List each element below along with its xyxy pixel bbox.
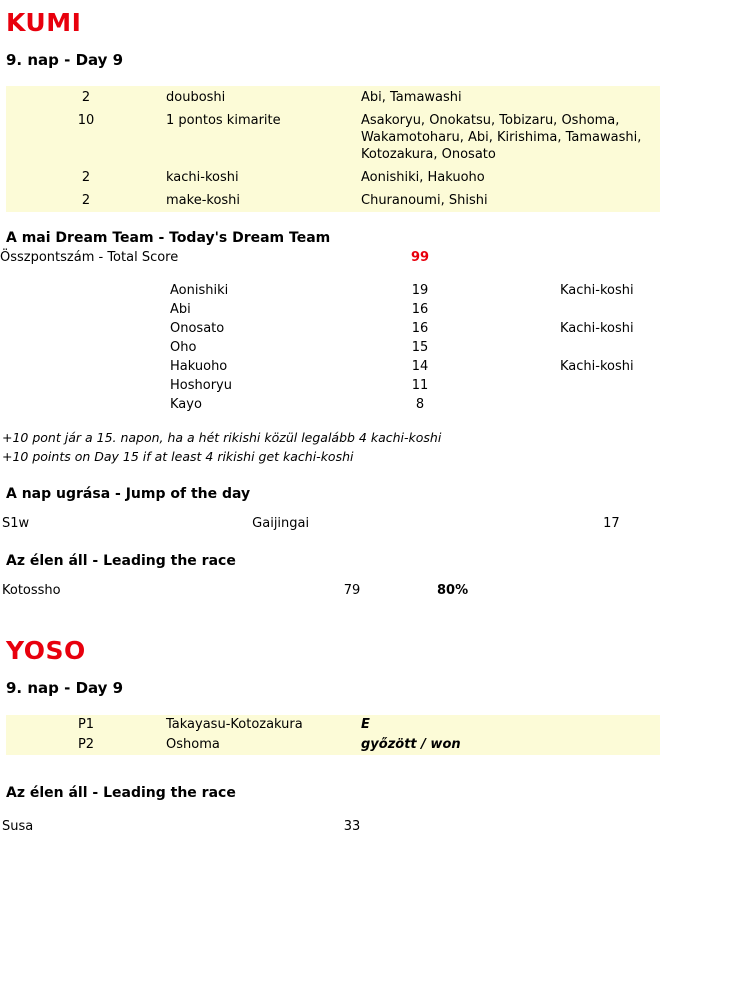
summary-names: Asakoryu, Onokatsu, Tobizaru, Oshoma, Wakamotoharu, Abi, Kirishima, Tamawashi, Kotozakura, Onosato xyxy=(361,113,642,162)
table-row xyxy=(0,376,736,395)
summary-count: 10 xyxy=(77,113,95,128)
summary-names: Abi, Tamawashi xyxy=(361,90,462,105)
jump-score: 17 xyxy=(603,516,620,531)
table-row xyxy=(0,395,736,414)
member-flag xyxy=(500,338,736,357)
jump-rank: S1w xyxy=(2,516,30,531)
summary-kind: kachi-koshi xyxy=(166,170,239,185)
member-flag xyxy=(500,376,736,395)
member-score: 16 xyxy=(411,302,429,317)
member-name: Kayo xyxy=(170,397,202,412)
yoso-leader-name: Susa xyxy=(2,819,34,834)
kumi-day-title: 9. nap - Day 9 xyxy=(6,51,124,69)
member-score: 11 xyxy=(411,378,429,393)
leader-percent: 80% xyxy=(437,583,469,598)
table-row xyxy=(0,357,736,376)
yoso-leader-score: 33 xyxy=(343,819,361,834)
bonus-note-en: +10 points on Day 15 if at least 4 rikishi get kachi-koshi xyxy=(2,449,354,464)
table-row xyxy=(6,166,660,189)
member-score: 8 xyxy=(415,397,425,412)
jump-name: Gaijingai xyxy=(252,516,310,531)
kumi-leading-heading: Az élen áll - Leading the race xyxy=(6,553,236,569)
summary-count: 2 xyxy=(81,193,91,208)
summary-names: Churanoumi, Shishi xyxy=(361,193,488,208)
yoso-leading-table xyxy=(0,817,736,836)
member-name: Abi xyxy=(170,302,191,317)
yoso-leader-spacer xyxy=(437,817,736,836)
bonus-note xyxy=(2,428,742,466)
yoso-table xyxy=(6,715,660,755)
total-row xyxy=(0,248,736,267)
row-spacer xyxy=(0,267,736,281)
leader-name: Kotossho xyxy=(2,583,61,598)
member-name: Onosato xyxy=(170,321,225,336)
dream-team-table xyxy=(0,248,736,414)
dream-team-heading: A mai Dream Team - Today's Dream Team xyxy=(6,230,331,246)
member-name: Aonishiki xyxy=(170,283,229,298)
yoso-leading-heading: Az élen áll - Leading the race xyxy=(6,785,236,801)
kumi-leading-table xyxy=(0,581,736,600)
yoso-result: győzött / won xyxy=(361,737,461,752)
table-row xyxy=(0,338,736,357)
table-row xyxy=(6,735,660,755)
summary-kind: make-koshi xyxy=(166,193,241,208)
member-name: Hakuoho xyxy=(170,359,228,374)
leader-score: 79 xyxy=(343,583,361,598)
member-flag: Kachi-koshi xyxy=(560,283,634,298)
summary-count: 2 xyxy=(81,170,91,185)
member-score: 15 xyxy=(411,340,429,355)
table-row xyxy=(6,189,660,212)
table-row xyxy=(0,319,736,338)
member-flag: Kachi-koshi xyxy=(560,321,634,336)
yoso-key: P2 xyxy=(77,737,95,752)
member-flag: Kachi-koshi xyxy=(560,359,634,374)
table-row xyxy=(6,715,660,735)
summary-kind: 1 pontos kimarite xyxy=(166,113,281,128)
jump-table xyxy=(0,514,736,533)
table-row xyxy=(6,109,660,166)
yoso-key: P1 xyxy=(77,717,95,732)
member-name: Hoshoryu xyxy=(170,378,232,393)
summary-count: 2 xyxy=(81,90,91,105)
total-row-spacer xyxy=(500,248,736,267)
yoso-bout: Oshoma xyxy=(166,737,220,752)
table-row xyxy=(0,581,736,600)
table-row xyxy=(0,300,736,319)
total-score-label: Összpontszám - Total Score xyxy=(0,250,179,265)
summary-names: Aonishiki, Hakuoho xyxy=(361,170,485,185)
table-row xyxy=(0,817,736,836)
jump-heading: A nap ugrása - Jump of the day xyxy=(6,486,251,502)
member-name: Oho xyxy=(170,340,197,355)
member-score: 16 xyxy=(411,321,429,336)
kumi-section-title: KUMI xyxy=(6,8,82,37)
member-flag xyxy=(500,300,736,319)
member-score: 19 xyxy=(411,283,429,298)
table-row xyxy=(6,86,660,109)
member-flag xyxy=(500,395,736,414)
member-score: 14 xyxy=(411,359,429,374)
bonus-note-hu: +10 pont jár a 15. napon, ha a hét rikishi közül legalább 4 kachi-koshi xyxy=(2,430,442,445)
yoso-day-title: 9. nap - Day 9 xyxy=(6,679,124,697)
yoso-section-title: YOSO xyxy=(6,636,86,665)
yoso-bout: Takayasu-Kotozakura xyxy=(166,717,303,732)
total-score-value: 99 xyxy=(410,250,430,265)
table-row xyxy=(0,281,736,300)
kumi-summary-table xyxy=(6,86,660,212)
summary-kind: douboshi xyxy=(166,90,226,105)
table-row xyxy=(0,514,736,533)
yoso-result: E xyxy=(361,717,370,732)
